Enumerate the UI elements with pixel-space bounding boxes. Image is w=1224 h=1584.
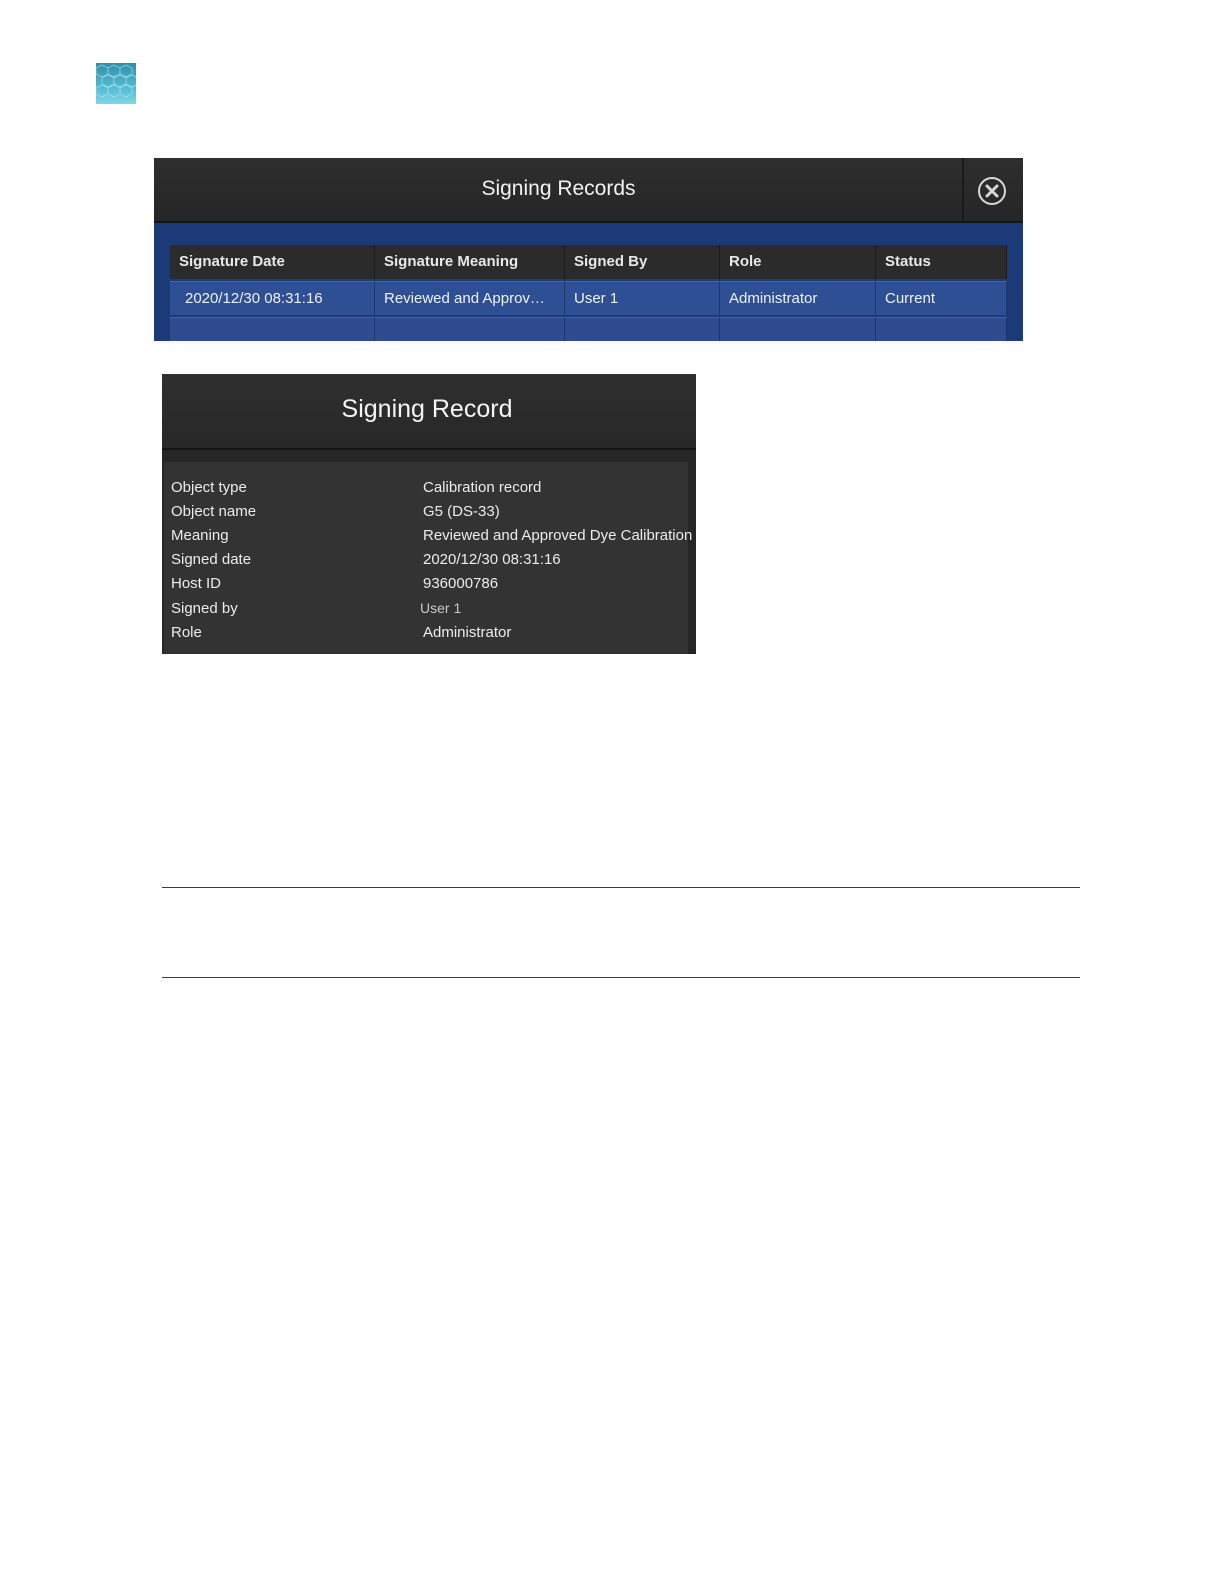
field-value: Calibration record xyxy=(423,479,542,496)
empty-cell xyxy=(170,317,375,341)
field-role xyxy=(164,624,688,648)
signing-record-dialog xyxy=(162,374,696,654)
empty-cell xyxy=(375,317,565,341)
divider-line xyxy=(162,977,1080,978)
field-label: Object type xyxy=(171,479,247,496)
column-header-status[interactable]: Status xyxy=(876,245,1007,279)
field-value: 2020/12/30 08:31:16 xyxy=(423,551,561,568)
table-row[interactable] xyxy=(170,281,1007,315)
field-label: Host ID xyxy=(171,575,222,592)
field-label: Signed by xyxy=(171,600,238,617)
field-value: Administrator xyxy=(423,624,512,641)
header-divider xyxy=(962,158,964,221)
signing-record-details xyxy=(164,462,693,654)
field-object-name xyxy=(164,503,688,527)
field-label: Role xyxy=(171,624,202,641)
empty-cell xyxy=(876,317,1007,341)
cell-signed-by: User 1 xyxy=(565,281,720,315)
signing-records-header xyxy=(154,158,1023,223)
signing-record-header xyxy=(162,374,696,450)
field-value: User 1 xyxy=(420,600,462,616)
field-value: G5 (DS-33) xyxy=(423,503,500,520)
cell-role: Administrator xyxy=(720,281,876,315)
signing-records-dialog xyxy=(154,158,1023,341)
divider-line xyxy=(162,887,1080,888)
field-signed-by xyxy=(164,600,688,624)
signing-record-title: Signing Record xyxy=(341,395,513,423)
column-header-signature-meaning[interactable]: Signature Meaning xyxy=(375,245,565,279)
field-signed-date xyxy=(164,551,688,575)
field-object-type xyxy=(164,479,688,503)
table-header-row xyxy=(170,245,1007,279)
signing-records-table xyxy=(170,245,1007,341)
column-header-role[interactable]: Role xyxy=(720,245,876,279)
field-label: Object name xyxy=(171,503,257,520)
empty-cell xyxy=(720,317,876,341)
column-header-signature-date[interactable]: Signature Date xyxy=(170,245,375,279)
field-value: Reviewed and Approved Dye Calibration xyxy=(423,527,693,544)
cell-signature-meaning: Reviewed and Approv… xyxy=(375,281,565,315)
signing-records-title: Signing Records xyxy=(481,177,636,200)
field-value: 936000786 xyxy=(423,575,499,592)
cell-signature-date: 2020/12/30 08:31:16 xyxy=(170,281,375,315)
column-header-signed-by[interactable]: Signed By xyxy=(565,245,720,279)
field-label: Signed date xyxy=(171,551,252,568)
close-circle-icon[interactable] xyxy=(977,176,1007,206)
empty-table-row xyxy=(170,317,1007,341)
field-host-id xyxy=(164,575,688,599)
cell-status: Current xyxy=(876,281,1007,315)
field-meaning xyxy=(164,527,693,551)
empty-cell xyxy=(565,317,720,341)
field-label: Meaning xyxy=(171,527,229,544)
hexagon-pattern-logo xyxy=(96,63,136,104)
